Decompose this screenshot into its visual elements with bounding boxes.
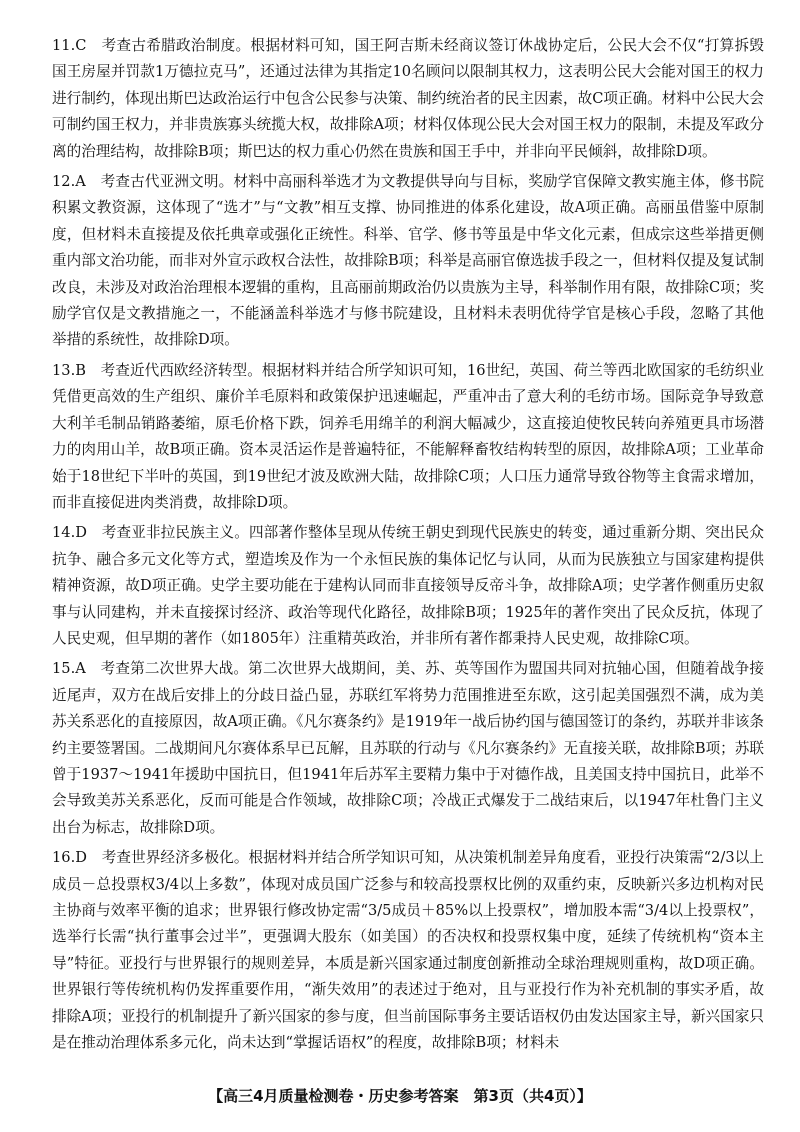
question-number: 14.D xyxy=(52,524,87,542)
answer-explanation: 考查近代西欧经济转型。根据材料并结合所学知识可知，16世纪，英国、荷兰等西北欧国家的毛纺织业凭借更高效的生产组织、廉价羊毛原料和政策保护迅速崛起，严重冲击了意大利的毛纺市场。国际竞争导致意大利羊毛制品销路萎缩，原毛价格下跌，饲养毛用绵羊的利润大幅减少，这直接迫使牧民转向养殖更具市场潜力的肉用山羊，故B项正确。资本灵活运作是普遍特征，不能解释畜牧结构转型的原因，故排除A项；工业革命始于18世纪下半叶的英国，到19世纪才波及欧洲大陆，故排除C项；人口压力通常导致谷物等主食需求增加，而非直接促进肉类消费，故排除D项。 xyxy=(52,361,764,511)
answer-item-16 xyxy=(52,845,764,1056)
question-number: 11.C xyxy=(52,37,87,54)
answer-item-13 xyxy=(52,358,764,516)
answer-explanation: 考查亚非拉民族主义。四部著作整体呈现从传统王朝史到现代民族史的转变，通过重新分期、突出民众抗争、融合多元文化等方式，塑造埃及作为一个永恒民族的集体记忆与认同，从而为民族独立与国家建构提供精神资源，故D项正确。史学主要功能在于建构认同而非直接领导反帝斗争，故排除A项；史学著作侧重历史叙事与认同建构，并未直接探讨经济、政治等现代化路径，故排除B项；1925年的著作突出了民众反抗，体现了人民史观，但早期的著作（如1805年）注重精英政治，并非所有著作都秉持人民史观，故排除C项。 xyxy=(52,524,764,647)
answer-explanation: 考查世界经济多极化。根据材料并结合所学知识可知，从决策机制差异角度看，亚投行决策需“2/3以上成员－总投票权3/4以上多数”，体现对成员国广泛参与和较高投票权比例的双重约束，反映新兴多边机构对民主协商与效率平衡的追求；世界银行修改协定需“3/5成员＋85%以上投票权”，增加股本需“3/4以上投票权”，选举行长需“执行董事会过半”，更强调大股东（如美国）的否决权和投票权集中度，延续了传统机构“资本主导”特征。亚投行与世界银行的规则差异，本质是新兴国家通过制度创新推动全球治理规则重构，故D项正确。世界银行等传统机构仍发挥重要作用，“渐失效用”的表述过于绝对，且与亚投行作为补充机制的事实矛盾，故排除A项；亚投行的机制提升了新兴国家的参与度，但当前国际事务主要话语权仍由发达国家主导，新兴国家只是在推动治理体系多元化，尚未达到“掌握话语权”的程度，故排除B项；材料未 xyxy=(52,849,764,1052)
question-number: 12.A xyxy=(52,173,86,191)
answer-item-11 xyxy=(52,33,764,165)
page-footer: 【高三4月质量检测卷・历史参考答案 第3页（共4页）】 xyxy=(208,1087,592,1105)
question-number: 16.D xyxy=(52,849,87,867)
answer-item-12 xyxy=(52,169,764,354)
answer-item-15 xyxy=(52,656,764,841)
answer-explanation: 考查第二次世界大战。第二次世界大战期间，美、苏、英等国作为盟国共同对抗轴心国，但随着战争接近尾声，双方在战后安排上的分歧日益凸显，苏联红军将势力范围推进至东欧，这引起美国强烈不满，成为美苏关系恶化的直接原因，故A项正确。《凡尔赛条约》是1919年一战后协约国与德国签订的条约，苏联并非该条约主要签署国。二战期间凡尔赛体系早已瓦解，且苏联的行动与《凡尔赛条约》无直接关联，故排除B项；苏联曾于1937～1941年援助中国抗日，但1941年后苏军主要精力集中于对德作战，且美国支持中国抗日，此举不会导致美苏关系恶化，反而可能是合作领域，故排除C项；冷战正式爆发于二战结束后，以1947年杜鲁门主义出台为标志，故排除D项。 xyxy=(52,660,764,836)
answer-item-14 xyxy=(52,520,764,652)
answer-explanation: 考查古希腊政治制度。根据材料可知，国王阿吉斯未经商议签订休战协定后，公民大会不仅“打算拆毁国王房屋并罚款1万德拉克马”，还通过法律为其指定10名顾问以限制其权力，这表明公民大会能对国王的权力进行制约，体现出斯巴达政治运行中包含公民参与决策、制约统治者的民主因素，故C项正确。材料中公民大会可制约国王权力，并非贵族寡头统揽大权，故排除A项；材料仅体现公民大会对国王权力的限制，未提及军政分离的治理结构，故排除B项；斯巴达的权力重心仍然在贵族和国王手中，并非向平民倾斜，故排除D项。 xyxy=(52,37,764,160)
answer-explanation: 考查古代亚洲文明。材料中高丽科举选才为文教提供导向与目标，奖励学官保障文教实施主体，修书院积累文教资源，这体现了“选才”与“文教”相互支撑、协同推进的体系化建设，故A项正确。高丽虽借鉴中原制度，但材料未直接提及依托典章或强化正统性。科举、官学、修书等虽是中华文化元素，但成宗这些举措更侧重内部文治功能，而非对外宣示政权合法性，故排除B项；科举是高丽官僚选拔手段之一，但材料仅提及复试制改良，未涉及对政治治理根本逻辑的重构，且高丽前期政治仍以贵族为主导，科举制作用有限，故排除C项；奖励学官仅是文教措施之一，不能涵盖科举选才与修书院建设，且材料未表明优待学官是核心手段，忽略了其他举措的系统性，故排除D项。 xyxy=(52,173,764,349)
answer-list xyxy=(52,33,764,1060)
question-number: 13.B xyxy=(52,361,86,379)
question-number: 15.A xyxy=(52,660,86,678)
